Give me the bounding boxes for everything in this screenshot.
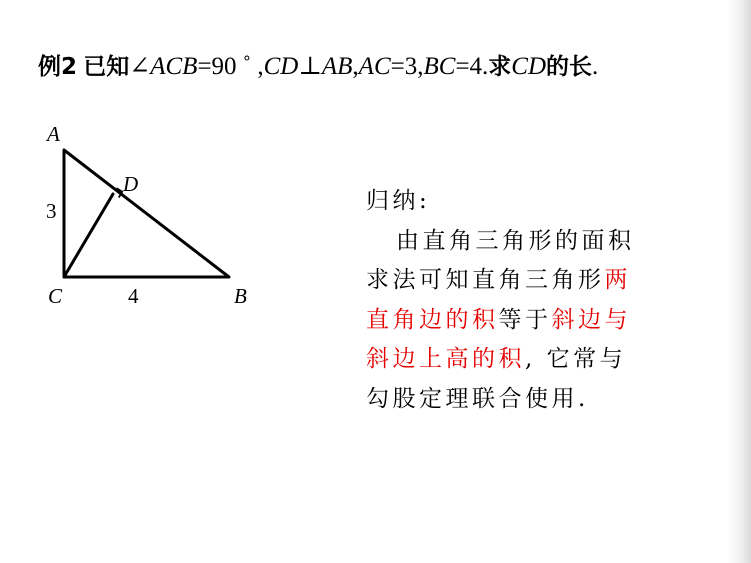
summary-note (366, 182, 666, 419)
perpendicular-symbol: ⊥ (298, 53, 322, 80)
vertex-label-b: B (234, 284, 247, 308)
note-line-3-highlight-2: 斜边与 (551, 306, 631, 333)
altitude-cd (64, 194, 113, 277)
segment-cd-ask: CD (511, 53, 547, 80)
value-ac: =3, (390, 53, 424, 80)
note-line-3-highlight: 直角边的积 (366, 306, 499, 333)
vertex-label-a: A (47, 122, 60, 146)
note-line-4-text: , 它常与 (525, 346, 627, 372)
note-line-4 (366, 340, 666, 380)
triangle-figure (30, 118, 270, 318)
note-line-2-highlight: 两 (604, 267, 631, 293)
note-line-1: 由直角三角形的面积 (396, 227, 635, 254)
vertex-label-d: D (123, 172, 139, 196)
side-length-ac: 3 (46, 199, 57, 223)
segment-ac: AC (358, 53, 391, 80)
example-label: 例2 (38, 54, 78, 80)
note-line-2 (366, 261, 666, 301)
segment-ab: AB (321, 53, 353, 80)
note-line-3-text: 等于 (498, 306, 552, 333)
ask-tail: 的长 (546, 54, 593, 80)
angle-symbol: ∠ (129, 53, 151, 80)
value-bc: =4. (455, 53, 489, 80)
angle-value: =90 ˚ , (197, 53, 264, 80)
slide-edge-shadow (728, 0, 751, 563)
problem-statement (38, 48, 598, 81)
separator: , (352, 53, 359, 80)
segment-cd: CD (263, 53, 299, 80)
segment-bc: BC (423, 53, 456, 80)
note-line-4-highlight: 斜边上高的积 (366, 346, 525, 372)
note-heading: 归纳: (366, 188, 431, 214)
given-word: 已知 (83, 54, 130, 80)
triangle-abc (64, 150, 229, 277)
ask-word: 求 (488, 54, 512, 80)
vertex-label-c: C (48, 284, 63, 308)
note-line-2-text: 求法可知直角三角形 (366, 267, 605, 293)
angle-name: ACB (150, 53, 198, 80)
note-line-5: 勾股定理联合使用. (366, 385, 589, 412)
side-length-bc: 4 (128, 284, 139, 308)
note-line-3 (366, 301, 666, 341)
title-end: . (592, 53, 599, 80)
